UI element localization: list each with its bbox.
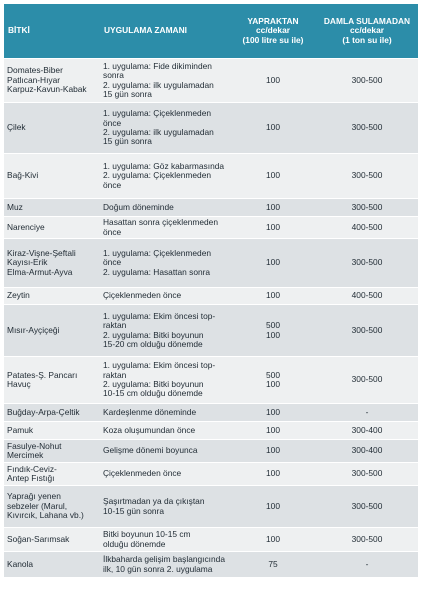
foliar-dose: 100 <box>266 379 280 389</box>
crop-name: sebzeler (Marul, <box>7 500 68 511</box>
crop-cell <box>4 59 100 103</box>
foliar-dose: 100 <box>266 500 280 511</box>
timing-text: 2. uygulama: Hasattan sonra <box>103 266 211 277</box>
header-drip <box>316 4 418 59</box>
timing-text: 1. uygulama: Fide dikiminden <box>103 60 212 71</box>
drip-dose-cell: 300-500 <box>316 463 418 486</box>
foliar-dose: 500 <box>266 369 280 380</box>
timing-text: olduğu dönemde <box>103 538 166 549</box>
timing-cell <box>100 239 230 288</box>
crop-name: Yaprağı yenen <box>7 491 61 502</box>
crop-name: Elma-Armut-Ayva <box>7 266 73 277</box>
crop-name: Patates-Ş. Pancarı <box>7 369 78 380</box>
foliar-dose: 100 <box>266 290 280 301</box>
table-row <box>4 552 418 578</box>
foliar-dose: 100 <box>266 221 280 232</box>
timing-cell <box>100 59 230 103</box>
timing-text: sonra <box>103 70 124 81</box>
timing-text: Çiçeklenmeden önce <box>103 468 182 479</box>
drip-dose-cell: 400-500 <box>316 288 418 305</box>
foliar-dose: 100 <box>266 257 280 268</box>
timing-text: 1. uygulama: Ekim öncesi top- <box>103 360 216 371</box>
timing-text: Gelişme dönemi boyunca <box>103 445 198 456</box>
table-row <box>4 440 418 463</box>
crop-name: Kıvırcık, Lahana vb.) <box>7 510 84 521</box>
foliar-dose: 100 <box>266 424 280 435</box>
timing-text: 2. uygulama: Bitki boyunun <box>103 379 204 389</box>
foliar-dose: 100 <box>266 74 280 85</box>
header-drip-line: (1 ton su ile) <box>342 34 392 45</box>
foliar-dose: 100 <box>266 468 280 479</box>
timing-text: Bitki boyunun 10-15 cm <box>103 529 191 540</box>
timing-text: raktan <box>103 320 127 331</box>
crop-name: Zeytin <box>7 290 30 301</box>
header-crop: BİTKİ <box>4 4 100 59</box>
foliar-dose: 100 <box>266 406 280 417</box>
crop-name: Karpuz-Kavun-Kabak <box>7 84 87 95</box>
timing-text: 15 gün sonra <box>103 88 152 99</box>
drip-dose-cell: 300-500 <box>316 154 418 199</box>
timing-text: 2. uygulama: ilk uygulamadan <box>103 127 214 137</box>
crop-name: Çilek <box>7 122 26 133</box>
crop-name: Fasulye-Nohut <box>7 440 62 451</box>
timing-text: ilk, 10 gün sonra 2. uygulama <box>103 563 213 574</box>
foliar-dose-cell <box>230 103 316 154</box>
timing-cell <box>100 440 230 463</box>
drip-dose-cell: 300-500 <box>316 357 418 404</box>
foliar-dose-cell <box>230 199 316 217</box>
table-row <box>4 239 418 288</box>
crop-cell <box>4 199 100 217</box>
crop-name: Bağ-Kivi <box>7 170 39 181</box>
timing-text: Koza oluşumundan önce <box>103 424 196 435</box>
timing-cell <box>100 288 230 305</box>
drip-dose-cell: 300-500 <box>316 59 418 103</box>
table-row <box>4 528 418 552</box>
crop-name: Pamuk <box>7 424 34 435</box>
table-row <box>4 305 418 357</box>
foliar-dose-cell <box>230 288 316 305</box>
timing-text: Hasattan sonra çiçeklenmeden <box>103 217 218 228</box>
timing-cell <box>100 154 230 199</box>
drip-dose-cell: 300-500 <box>316 199 418 217</box>
foliar-dose-cell <box>230 239 316 288</box>
table-header <box>4 4 418 59</box>
header-foliar-line: (100 litre su ile) <box>242 34 304 45</box>
foliar-dose-cell <box>230 59 316 103</box>
crop-cell <box>4 154 100 199</box>
foliar-dose: 100 <box>266 533 280 544</box>
foliar-dose: 100 <box>266 201 280 212</box>
timing-cell <box>100 528 230 552</box>
timing-text: 1. uygulama: Çiçeklenmeden <box>103 108 212 119</box>
drip-dose-cell: 300-500 <box>316 486 418 528</box>
timing-text: 1. uygulama: Ekim öncesi top- <box>103 310 216 321</box>
drip-dose-cell: - <box>316 404 418 422</box>
drip-dose-cell: 300-500 <box>316 305 418 357</box>
table-row <box>4 486 418 528</box>
timing-text: önce <box>103 226 122 237</box>
crop-name: Antep Fıstığı <box>7 473 55 483</box>
timing-cell <box>100 404 230 422</box>
crop-cell <box>4 463 100 486</box>
crop-name: Buğday-Arpa-Çeltik <box>7 406 80 417</box>
crop-name: Muz <box>7 201 23 212</box>
timing-text: 15-20 cm olduğu dönemde <box>103 338 203 349</box>
foliar-dose-cell <box>230 486 316 528</box>
foliar-dose: 500 <box>266 320 280 331</box>
timing-text: önce <box>103 257 122 268</box>
crop-name: Domates-Biber <box>7 65 63 76</box>
crop-name: Havuç <box>7 379 31 389</box>
foliar-dose-cell <box>230 154 316 199</box>
drip-dose-cell: 300-400 <box>316 440 418 463</box>
foliar-dose: 100 <box>266 329 280 340</box>
timing-cell <box>100 199 230 217</box>
crop-cell <box>4 422 100 440</box>
timing-text: Kardeşlenme döneminde <box>103 406 197 417</box>
crop-cell <box>4 404 100 422</box>
timing-cell <box>100 486 230 528</box>
table-row <box>4 288 418 305</box>
table-row <box>4 357 418 404</box>
table-row <box>4 103 418 154</box>
dosage-table <box>4 4 418 578</box>
foliar-dose-cell <box>230 217 316 239</box>
timing-text: raktan <box>103 369 127 380</box>
timing-cell <box>100 463 230 486</box>
timing-text: Doğum döneminde <box>103 201 174 212</box>
crop-cell <box>4 528 100 552</box>
drip-dose-cell: 300-500 <box>316 528 418 552</box>
foliar-dose: 100 <box>266 170 280 181</box>
foliar-dose: 100 <box>266 445 280 456</box>
crop-cell <box>4 440 100 463</box>
table-row <box>4 59 418 103</box>
timing-text: 1. uygulama: Göz kabarmasında <box>103 160 225 171</box>
table-body <box>4 59 418 578</box>
foliar-dose-cell <box>230 463 316 486</box>
crop-cell <box>4 552 100 578</box>
table-row <box>4 463 418 486</box>
timing-cell <box>100 357 230 404</box>
header-foliar-line: YAPRAKTAN <box>247 15 299 26</box>
crop-cell <box>4 217 100 239</box>
crop-name: Kiraz-Vişne-Şeftali <box>7 247 76 258</box>
timing-cell <box>100 552 230 578</box>
drip-dose-cell: 300-500 <box>316 239 418 288</box>
timing-text: 2. uygulama: Bitki boyunun <box>103 329 204 340</box>
timing-text: 15 gün sonra <box>103 136 152 147</box>
crop-name: Patlıcan-Hıyar <box>7 74 61 85</box>
foliar-dose: 75 <box>268 558 278 569</box>
timing-text: Çiçeklenmeden önce <box>103 290 182 301</box>
crop-cell <box>4 239 100 288</box>
crop-cell <box>4 288 100 305</box>
header-foliar-line: cc/dekar <box>256 25 290 36</box>
timing-text: önce <box>103 117 122 128</box>
foliar-dose: 100 <box>266 122 280 133</box>
header-foliar <box>230 4 316 59</box>
drip-dose-cell: - <box>316 552 418 578</box>
timing-cell <box>100 217 230 239</box>
table-row <box>4 422 418 440</box>
table-row <box>4 404 418 422</box>
header-drip-line: cc/dekar <box>350 25 384 36</box>
timing-text: Şaşırtmadan ya da çıkıştan <box>103 496 205 507</box>
crop-name: Narenciye <box>7 221 45 232</box>
crop-cell <box>4 486 100 528</box>
table-row <box>4 154 418 199</box>
foliar-dose-cell <box>230 357 316 404</box>
crop-name: Kanola <box>7 558 34 569</box>
crop-name: Kayısı-Erik <box>7 257 48 268</box>
crop-cell <box>4 305 100 357</box>
crop-cell <box>4 103 100 154</box>
crop-name: Soğan-Sarımsak <box>7 533 70 544</box>
table-row <box>4 199 418 217</box>
timing-text: 2. uygulama: ilk uygulamadan <box>103 79 214 90</box>
foliar-dose-cell <box>230 305 316 357</box>
timing-cell <box>100 305 230 357</box>
header-timing: UYGULAMA ZAMANI <box>100 4 230 59</box>
crop-name: Mısır-Ayçiçeği <box>7 324 60 335</box>
timing-text: 2. uygulama: Çiçeklenmeden <box>103 170 212 181</box>
crop-name: Mercimek <box>7 450 44 460</box>
timing-text: 10-15 cm olduğu dönemde <box>103 388 203 399</box>
foliar-dose-cell <box>230 422 316 440</box>
drip-dose-cell: 300-500 <box>316 103 418 154</box>
crop-name: Fındık-Ceviz- <box>7 463 57 474</box>
foliar-dose-cell <box>230 440 316 463</box>
timing-text: 1. uygulama: Çiçeklenmeden <box>103 247 212 258</box>
drip-dose-cell: 400-500 <box>316 217 418 239</box>
timing-text: önce <box>103 179 122 190</box>
timing-text: 10-15 gün sonra <box>103 505 164 516</box>
timing-cell <box>100 422 230 440</box>
foliar-dose-cell <box>230 528 316 552</box>
table-row <box>4 217 418 239</box>
crop-cell <box>4 357 100 404</box>
timing-text: İlkbaharda gelişim başlangıcında <box>103 554 225 565</box>
foliar-dose-cell <box>230 552 316 578</box>
header-drip-line: DAMLA SULAMADAN <box>323 15 411 26</box>
drip-dose-cell: 300-400 <box>316 422 418 440</box>
foliar-dose-cell <box>230 404 316 422</box>
timing-cell <box>100 103 230 154</box>
